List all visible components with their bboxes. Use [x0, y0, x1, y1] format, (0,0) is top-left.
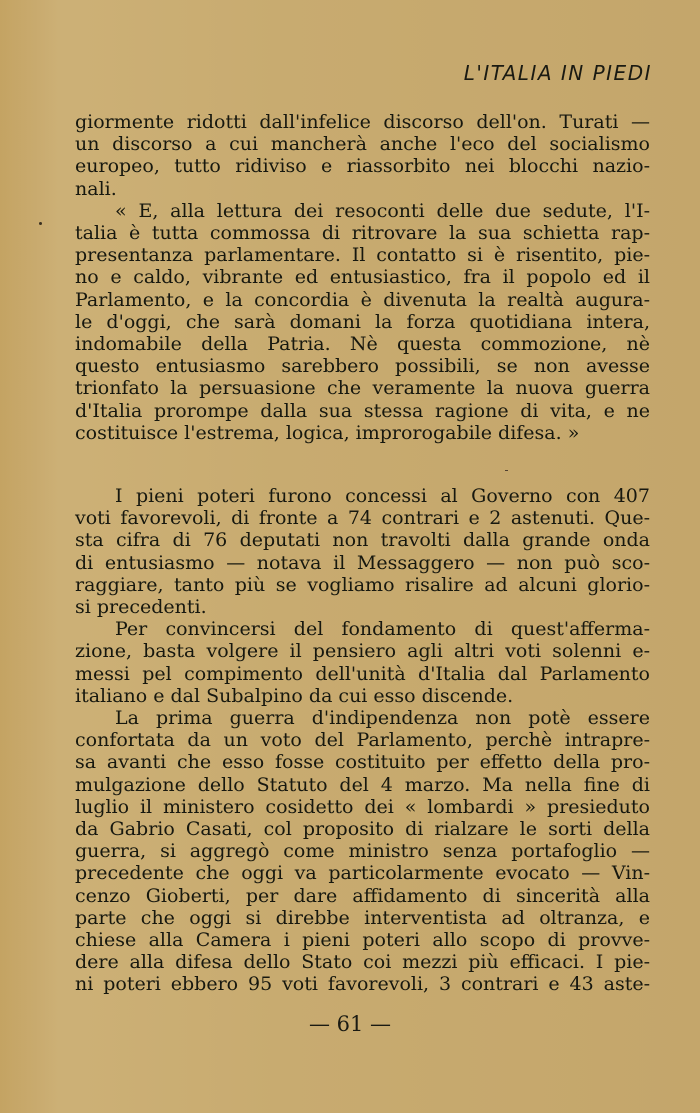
text-line: « E, alla lettura dei resoconti delle due sedute, l'I- [115, 199, 650, 222]
running-title: L'ITALIA IN PIEDI [463, 61, 652, 85]
text-line: talia è tutta commossa di ritrovare la sua schietta rap- [75, 222, 650, 245]
text-line: dere alla difesa dello Stato coi mezzi più efficaci. I pie- [75, 951, 650, 974]
text-line: confortata da un voto del Parlamento, perchè intrapre- [75, 729, 650, 752]
text-line: questo entusiasmo sarebbero possibili, se non avesse [75, 355, 650, 378]
text-line: zione, basta volgere il pensiero agli altri voti solenni e- [75, 640, 650, 663]
text-line: trionfato la persuasione che veramente la nuova guerra [75, 377, 650, 400]
margin-speck [39, 222, 42, 225]
text-line: cenzo Gioberti, per dare affidamento di sincerità alla [75, 884, 650, 907]
text-line: parte che oggi si direbbe interventista ad oltranza, e [75, 906, 650, 929]
text-line: luglio il ministero cosidetto dei « lombardi » presieduto [75, 795, 650, 818]
text-line: nali. [75, 177, 117, 200]
text-line: da Gabrio Casati, col proposito di rialzare le sorti della [75, 818, 650, 841]
text-line: ni poteri ebbero 95 voti favorevoli, 3 contrari e 43 aste- [75, 973, 650, 996]
section-mark [505, 470, 508, 471]
page-shadow [0, 0, 60, 1113]
text-line: le d'oggi, che sarà domani la forza quotidiana intera, [75, 310, 650, 333]
text-line: costituisce l'estrema, logica, improrogabile difesa. » [75, 421, 580, 444]
text-line: guerra, si aggregò come ministro senza portafoglio — [75, 840, 650, 863]
text-line: giormente ridotti dall'infelice discorso dell'on. Turati — [75, 111, 650, 133]
text-line: chiese alla Camera i pieni poteri allo scopo di provve- [75, 929, 650, 952]
text-line: si precedenti. [75, 596, 207, 619]
text-line: Parlamento, e la concordia è divenuta la realtà augura- [75, 288, 650, 311]
text-line: precedente che oggi va particolarmente evocato — Vin- [75, 862, 650, 885]
text-block-bottom [75, 485, 650, 996]
page-number: — 61 — [308, 1012, 392, 1036]
text-line: mulgazione dello Statuto del 4 marzo. Ma nella fine di [75, 773, 650, 796]
text-line: di entusiasmo — notava il Messaggero — non può sco- [75, 551, 650, 574]
text-line: I pieni poteri furono concessi al Governo con 407 [115, 485, 650, 507]
text-line: sta cifra di 76 deputati non travolti dalla grande onda [75, 529, 650, 552]
text-line: presentanza parlamentare. Il contatto si è risentito, pie- [75, 244, 650, 267]
text-line: Per convincersi del fondamento di quest'afferma- [115, 618, 650, 641]
text-line: messi pel compimento dell'unità d'Italia dal Parlamento [75, 662, 650, 685]
text-line: indomabile della Patria. Nè questa commozione, nè [75, 333, 650, 356]
text-line: raggiare, tanto più se vogliamo risalire ad alcuni glorio- [75, 573, 650, 596]
text-line: no e caldo, vibrante ed entusiastico, fra il popolo ed il [75, 266, 650, 289]
text-line: voti favorevoli, di fronte a 74 contrari e 2 astenuti. Que- [75, 507, 650, 530]
text-line: d'Italia prorompe dalla sua stessa ragione di vita, e ne [75, 399, 650, 422]
text-line: sa avanti che esso fosse costituito per effetto della pro- [75, 751, 650, 774]
text-line: italiano e dal Subalpino da cui esso discende. [75, 684, 514, 707]
text-line: un discorso a cui mancherà anche l'eco del socialismo [75, 133, 650, 156]
text-line: La prima guerra d'indipendenza non potè essere [115, 707, 650, 730]
text-block-top [75, 111, 650, 444]
text-line: europeo, tutto ridiviso e riassorbito nei blocchi nazio- [75, 155, 650, 178]
